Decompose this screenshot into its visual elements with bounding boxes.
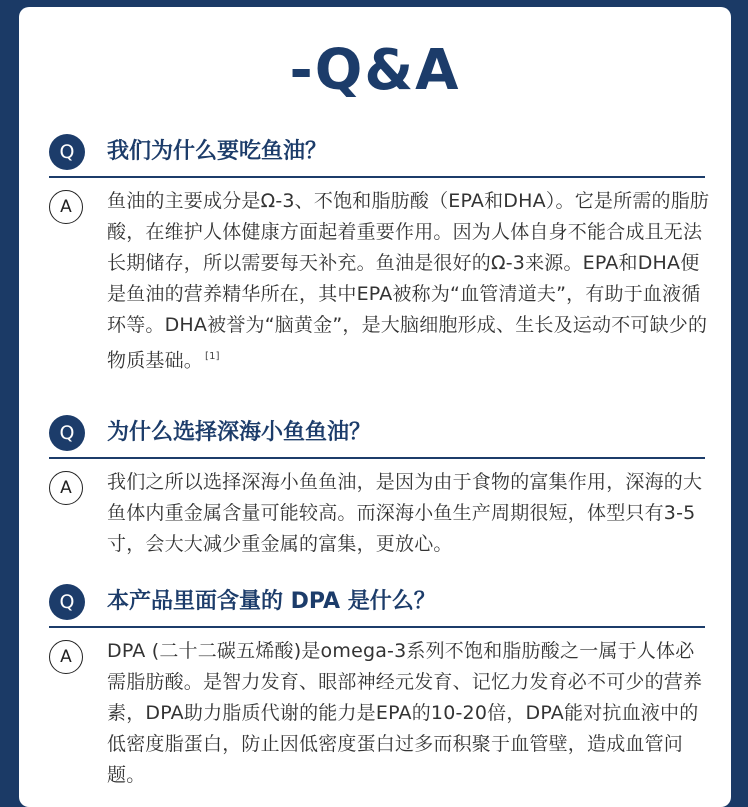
- question-divider: [49, 626, 705, 628]
- answer-badge-icon: A: [49, 471, 83, 505]
- question-badge-icon: Q: [49, 134, 85, 170]
- question-row: [49, 413, 719, 453]
- qa-card: [19, 7, 731, 807]
- answer-text: 我们之所以选择深海小鱼鱼油，是因为由于食物的富集作用，深海的大鱼体内重金属含量可能较高。而深海小鱼生产周期很短，体型只有3-5寸，会大大减少重金属的富集，更放心。: [107, 471, 703, 555]
- question-text: 本产品里面含量的 DPA 是什么？: [107, 589, 436, 614]
- answer-body: 鱼油的主要成分是Ω-3、不饱和脂肪酸（EPA和DHA）。它是所需的脂肪酸，在维护人体健康方面起着重要作用。因为人体自身不能合成且无法长期储存，所以需要每天补充。鱼油是很好的Ω-3来源。EPA和DHA便是鱼油的营养精华所在，其中EPA被称为“血管清道夫”，有助于血液循环等。DHA被誉为“脑黄金”，是大脑细胞形成、生长及运动不可缺少的物质基础。: [107, 190, 710, 372]
- reference-marker: [1]: [205, 351, 220, 362]
- qa-item: [49, 132, 719, 376]
- question-divider: [49, 176, 705, 178]
- answer-badge-icon: A: [49, 640, 83, 674]
- question-badge-icon: Q: [49, 584, 85, 620]
- answer-badge-icon: A: [49, 190, 83, 224]
- question-badge-icon: Q: [49, 415, 85, 451]
- question-text: 我们为什么要吃鱼油？: [107, 139, 328, 164]
- qa-item: [49, 582, 719, 791]
- page-title: -Q&A: [289, 38, 461, 103]
- question-divider: [49, 457, 705, 459]
- qa-item: [49, 413, 719, 560]
- answer-row: [49, 467, 719, 560]
- answer-row: [49, 636, 719, 791]
- answer-text: DPA (二十二碳五烯酸)是omega-3系列不饱和脂肪酸之一属于人体必需脂肪酸。是智力发育、眼部神经元发育、记忆力发育必不可少的营养素，DPA助力脂质代谢的能力是EPA的10-20倍，DPA能对抗血液中的低密度脂蛋白，防止因低密度蛋白过多而积聚于血管壁，造成血管问题。: [107, 640, 703, 786]
- answer-row: [49, 186, 719, 376]
- question-row: [49, 132, 719, 172]
- answer-text: [107, 186, 713, 376]
- question-row: [49, 582, 719, 622]
- question-text: 为什么选择深海小鱼鱼油？: [107, 420, 372, 445]
